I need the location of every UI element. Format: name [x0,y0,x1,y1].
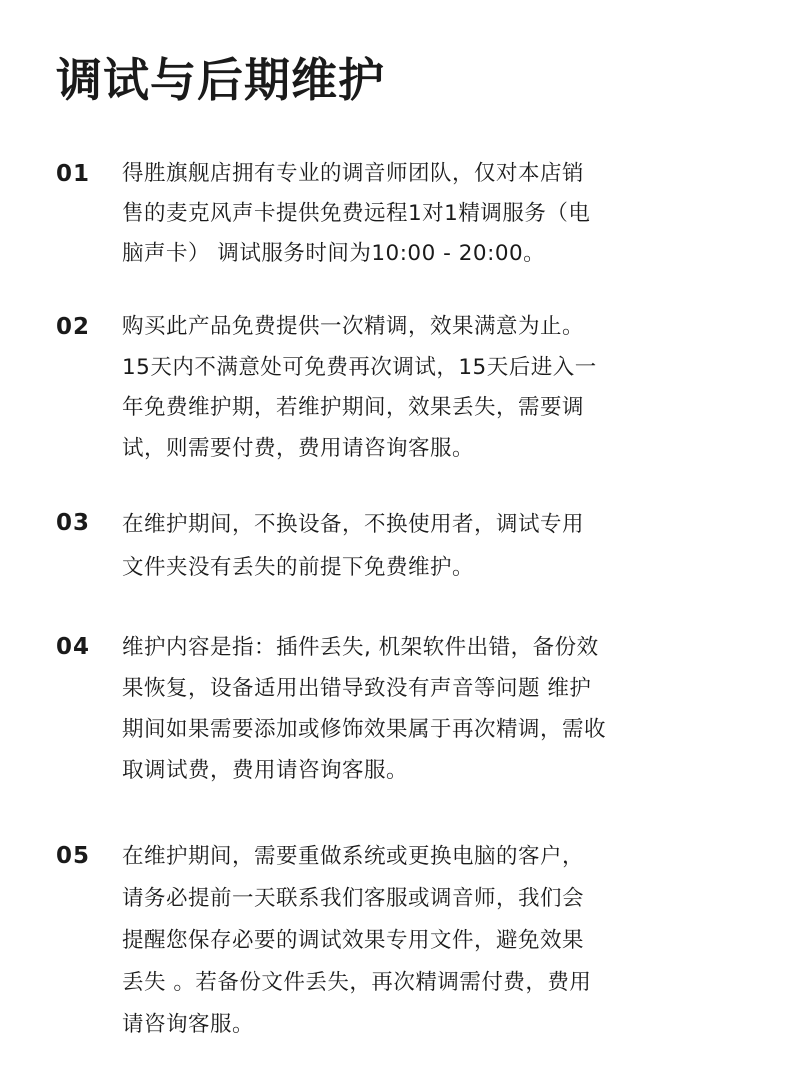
text-line: 售的麦克风声卡提供免费远程1对1精调服务（电 [122,201,591,226]
text-line: 得胜旗舰店拥有专业的调音师团队，仅对本店销 [122,161,585,186]
text-line: 在维护期间，不换设备，不换使用者，调试专用 [122,512,585,537]
text-line: 取调试费，费用请咨询客服。 [122,758,409,783]
item-number: 02 [56,314,91,340]
text-line: 维护内容是指：插件丢失, 机架软件出错，备份效 [122,635,599,660]
text-line: 期间如果需要添加或修饰效果属于再次精调，需收 [122,717,607,742]
page-title: 调试与后期维护 [56,53,385,107]
text-line: 丢失 。若备份文件丢失，再次精调需付费，费用 [122,970,592,995]
item-number: 03 [56,510,91,536]
item-text [122,627,606,791]
item-text [122,307,597,469]
text-line: 请务必提前一天联系我们客服或调音师，我们会 [122,886,585,911]
text-line: 请咨询客服。 [122,1012,255,1037]
text-line: 试，则需要付费，费用请咨询客服。 [122,435,475,461]
item-number: 05 [56,843,91,869]
item-number: 04 [56,634,91,660]
text-line: 在维护期间，需要重做系统或更换电脑的客户， [122,844,585,869]
text-line: 脑声卡） 调试服务时间为10:00 - 20:00。 [122,241,546,266]
text-line: 果恢复，设备适用出错导致没有声音等问题 维护 [122,676,592,701]
text-line: 购买此产品免费提供一次精调，效果满意为止。 [122,314,585,339]
item-number: 01 [56,161,91,187]
text-line: 15天内不满意处可免费再次调试，15天后进入一 [122,354,597,380]
text-line: 年免费维护期，若维护期间，效果丢失，需要调 [122,395,585,420]
item-text [122,154,590,274]
item-text [122,503,584,589]
text-line: 提醒您保存必要的调试效果专用文件，避免效果 [122,928,585,953]
text-line: 文件夹没有丢失的前提下免费维护。 [122,555,475,580]
item-text [122,836,591,1046]
